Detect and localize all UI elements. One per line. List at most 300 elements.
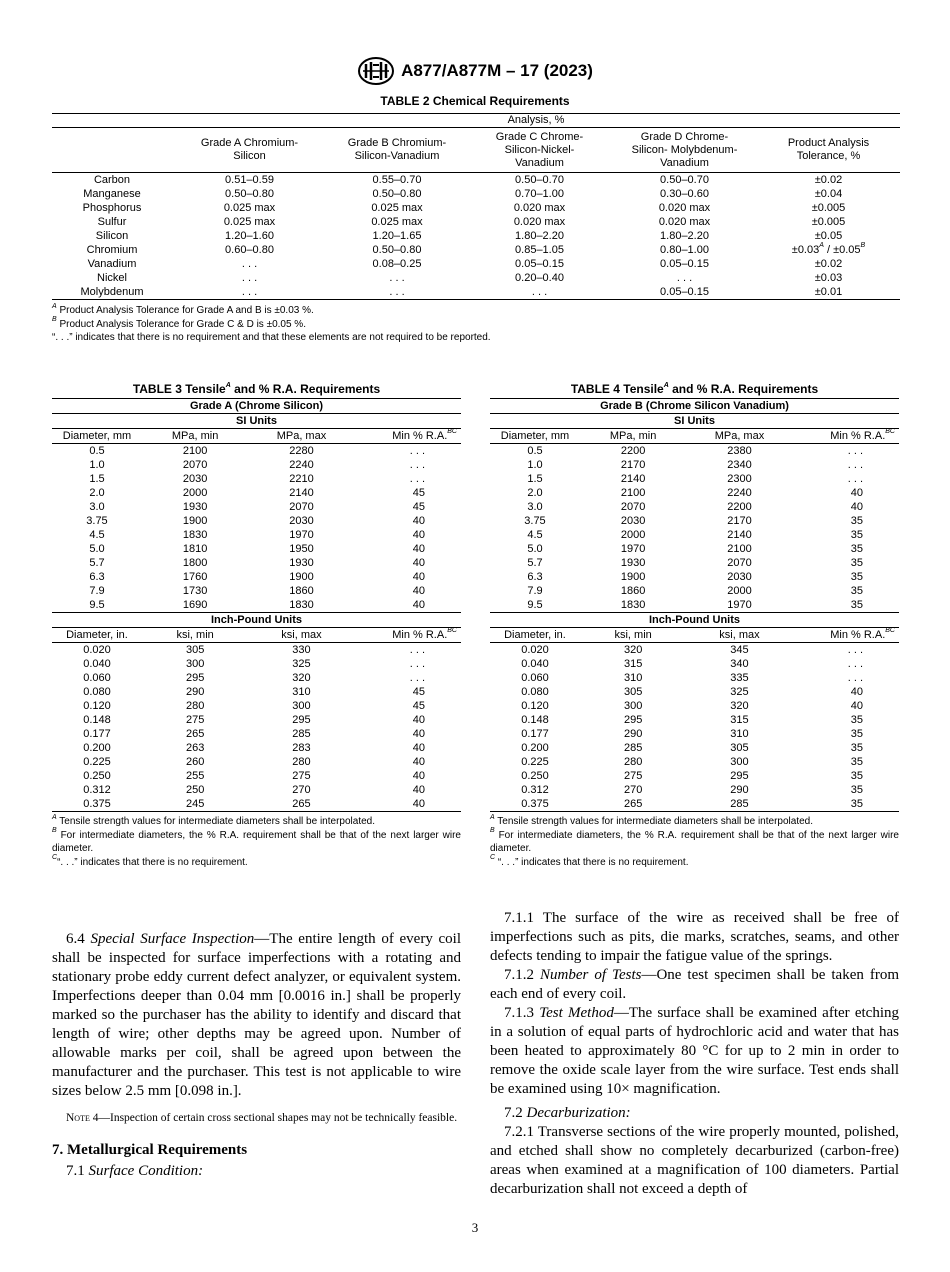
table4-si-row-cell: 2200 bbox=[620, 445, 646, 457]
table3-ip-row-cell: 295 bbox=[292, 714, 311, 726]
table4-footnotes bbox=[490, 815, 899, 869]
table3-ip-row-cell: 320 bbox=[292, 672, 311, 684]
table3-ip-row-cell: 40 bbox=[412, 714, 425, 726]
table3-si-row-cell: 6.3 bbox=[89, 571, 105, 583]
table4-ip-row-cell: 40 bbox=[850, 700, 863, 712]
table3-si-row bbox=[52, 584, 461, 598]
table2-row bbox=[52, 201, 900, 215]
table4-si-row-cell: 2070 bbox=[620, 501, 646, 513]
table4-si-row bbox=[490, 570, 899, 584]
footnote-mark: A bbox=[819, 242, 824, 250]
table3-ip-row-cell: 300 bbox=[185, 658, 205, 670]
table2-cell: 1.20–1.60 bbox=[225, 230, 274, 242]
table3-si-row-cell: 2030 bbox=[182, 473, 208, 485]
table4-si-header-cell: Diameter, mm bbox=[500, 430, 570, 442]
table3-ip-row-cell: . . . bbox=[409, 658, 425, 670]
table3-ip-row bbox=[52, 671, 461, 685]
table2-title: TABLE 2 Chemical Requirements bbox=[380, 94, 570, 108]
table2-cell: . . . bbox=[241, 272, 258, 284]
table3-ip-row-cell: 0.200 bbox=[83, 742, 111, 754]
table3-si-row-cell: 1830 bbox=[182, 529, 208, 541]
table4-ip-row bbox=[490, 783, 899, 797]
table3-si-row-cell: 2000 bbox=[182, 487, 208, 499]
table3-ip-row-cell: 265 bbox=[248, 797, 354, 812]
table3-ip-row-cell: 0.080 bbox=[83, 686, 111, 698]
table4-ip-row-cell: 0.225 bbox=[521, 756, 549, 768]
document-header bbox=[0, 56, 950, 86]
table3-si-row-cell: 1900 bbox=[182, 515, 208, 527]
table4-ip-row-cell: . . . bbox=[847, 672, 863, 684]
table3-ip-row-cell: 0.020 bbox=[83, 644, 111, 656]
table3-ip-header-cell: ksi, min bbox=[176, 629, 214, 641]
table4-footnote: $^B$ For intermediate diameters, the % R.A. requirement shall be that of the next larger wire diameter. bbox=[490, 827, 899, 854]
table3-ip-row-cell: 275 bbox=[292, 770, 311, 782]
table4-ip-row bbox=[490, 699, 899, 713]
table2-row bbox=[52, 271, 900, 285]
table3-si-row-cell: 1800 bbox=[182, 557, 208, 569]
table3-si-row-cell: 4.5 bbox=[89, 529, 105, 541]
table4-si-row bbox=[490, 486, 899, 500]
table4-si-row-cell: 2170 bbox=[727, 515, 752, 527]
footnote-mark: B bbox=[860, 242, 866, 250]
table4-si-row-cell: 6.3 bbox=[527, 571, 543, 583]
table3-si-row-cell: 1900 bbox=[289, 571, 314, 583]
table3-si-row-cell: 1970 bbox=[289, 529, 314, 541]
table4-si-row-cell: 1970 bbox=[727, 599, 752, 611]
table2-cell: 0.85–1.05 bbox=[515, 244, 564, 256]
table3-si-row-cell: 2140 bbox=[289, 487, 314, 499]
table4-si-row-cell: 40 bbox=[850, 501, 863, 513]
table4-ip-header-cell: Diameter, in. bbox=[504, 629, 566, 641]
table4-si-row bbox=[490, 514, 899, 528]
table2-cell: 0.51–0.59 bbox=[225, 174, 274, 186]
table4-ip-row-cell: 320 bbox=[730, 700, 749, 712]
table4-si-row-cell: 4.5 bbox=[527, 529, 543, 541]
table4-si-row bbox=[490, 472, 899, 486]
table3-ip-row-cell: 40 bbox=[412, 728, 425, 740]
table2-cell: 0.025 max bbox=[371, 216, 423, 228]
table4-ip-row-cell: 335 bbox=[730, 672, 749, 684]
table3-si-row-cell: 1730 bbox=[182, 585, 208, 597]
table4-ip-row-cell: . . . bbox=[847, 644, 863, 656]
table4-si-row-cell: 40 bbox=[850, 487, 863, 499]
footnote-mark: A bbox=[52, 813, 57, 821]
table3-si-row-cell: 45 bbox=[412, 487, 425, 499]
table3-ip-row-cell: 245 bbox=[142, 797, 248, 812]
table4-ip-row bbox=[490, 643, 899, 658]
table3-si-row-cell: 0.5 bbox=[89, 445, 105, 457]
table3-ip-row-cell: 263 bbox=[185, 742, 205, 754]
table4-si-row-cell: 35 bbox=[850, 557, 863, 569]
table4-ip-row-cell: 35 bbox=[850, 784, 863, 796]
table3-si-row-cell: 2.0 bbox=[89, 487, 105, 499]
footnote-mark: B bbox=[490, 827, 495, 835]
table4-ip-row-cell: 345 bbox=[730, 644, 749, 656]
table3-si-row-cell: . . . bbox=[409, 445, 425, 457]
table3-ip-row-cell: 45 bbox=[412, 700, 425, 712]
table3-si-row-cell: 40 bbox=[412, 585, 425, 597]
footnote-mark: C bbox=[52, 854, 58, 862]
table3-ip-row bbox=[52, 797, 461, 812]
table2-cell: 0.08–0.25 bbox=[372, 258, 422, 270]
table3-si-row-cell: 2070 bbox=[182, 459, 208, 471]
table2-row bbox=[52, 173, 900, 188]
table4-si-row-cell: 2140 bbox=[620, 473, 646, 485]
table3-ip-row bbox=[52, 643, 461, 658]
paragraph-7-2: 7.2 Decarburization: bbox=[504, 1105, 631, 1121]
table3-ip-row-cell: 40 bbox=[412, 756, 425, 768]
table2-cell: 0.05–0.15 bbox=[515, 258, 564, 270]
table2-cell: . . . bbox=[531, 286, 548, 298]
table4-ip-row-cell: 0.250 bbox=[521, 770, 549, 782]
table3-si-band-label: SI Units bbox=[236, 415, 277, 427]
table4-si-row bbox=[490, 542, 899, 556]
table4-ip-row-cell: 35 bbox=[850, 728, 863, 740]
table4-ip-row-cell: 0.020 bbox=[521, 644, 549, 656]
table4-ip-row-cell: 35 bbox=[793, 797, 899, 812]
table3-si-row-cell: . . . bbox=[409, 473, 425, 485]
table4-si-row-cell: 1.0 bbox=[527, 459, 543, 471]
table2-cell: 0.025 max bbox=[223, 202, 276, 214]
table3-si-row bbox=[52, 458, 461, 472]
footnote-mark: A bbox=[52, 302, 57, 310]
table3-ip-row bbox=[52, 755, 461, 769]
table4-ip-row-cell: 290 bbox=[623, 728, 643, 740]
table3-si-row bbox=[52, 500, 461, 514]
table3-si-row bbox=[52, 570, 461, 584]
table4-ip-row bbox=[490, 671, 899, 685]
table4-si-header-cell: MPa, min bbox=[609, 430, 657, 442]
table3-si-row-cell: . . . bbox=[409, 459, 425, 471]
table3-ip-row-cell: 40 bbox=[412, 742, 425, 754]
table2-row bbox=[52, 229, 900, 243]
element-name: Manganese bbox=[83, 188, 141, 200]
table4-ip-band-label: Inch-Pound Units bbox=[648, 614, 741, 626]
table2-footnote: $^B$ Product Analysis Tolerance for Grade C & D is ±0.05 %. bbox=[52, 316, 306, 330]
table4-si-row-cell: 35 bbox=[850, 571, 863, 583]
table3-ip-row bbox=[52, 657, 461, 671]
table3-si-row-cell: 1930 bbox=[182, 501, 208, 513]
table4-si-row-cell: . . . bbox=[847, 445, 863, 457]
table4-ip-row-cell: 0.040 bbox=[521, 658, 549, 670]
paragraph-7-1-1: 7.1.1 The surface of the wire as received shall be free of imperfections such as pits, die marks, scratches, seams, and other defects tending to impair the fatigue value of the springs. bbox=[490, 910, 899, 964]
table4-si-row-cell: 2100 bbox=[620, 487, 646, 499]
table4-ip-row-cell: 290 bbox=[730, 784, 749, 796]
table3-ip-row-cell: 270 bbox=[292, 784, 311, 796]
table2-column-header: Grade C Chrome- Silicon-Nickel- Vanadium bbox=[495, 130, 584, 169]
table4-title: TABLE 4 Tensile$^A$ and % R.A. Requirements bbox=[570, 382, 819, 396]
table3-si-row-cell: 40 bbox=[412, 599, 425, 611]
table3-ip-row-cell: 310 bbox=[292, 686, 311, 698]
table3-ip-row-cell: 330 bbox=[292, 644, 311, 656]
table4-ip-row-cell: 0.177 bbox=[521, 728, 549, 740]
table2-cell: ±0.04 bbox=[814, 188, 843, 200]
table3-si-row bbox=[52, 528, 461, 542]
table4-ip-row bbox=[490, 769, 899, 783]
table4-ip-row-cell: 310 bbox=[730, 728, 749, 740]
table4-ip-row-cell: . . . bbox=[847, 658, 863, 670]
footnote-mark: BC bbox=[447, 627, 457, 635]
table3-ip-row bbox=[52, 713, 461, 727]
table3-ip-row-cell: 290 bbox=[185, 686, 205, 698]
table3-si-row-cell: 40 bbox=[412, 515, 425, 527]
table4-grade bbox=[490, 399, 899, 414]
table2-cell: 0.020 max bbox=[658, 202, 711, 214]
table3-ip-band-label: Inch-Pound Units bbox=[210, 614, 303, 626]
table3-ip-row-cell: 275 bbox=[185, 714, 205, 726]
table2-column-header: Grade D Chrome- Silicon- Molybdenum- Vanadium bbox=[631, 130, 738, 169]
table2-cell: 0.50–0.80 bbox=[225, 188, 274, 200]
table4-si-row-cell: 5.7 bbox=[527, 557, 543, 569]
table2-cell: . . . bbox=[241, 258, 258, 270]
table4-si-row-cell: 35 bbox=[850, 543, 863, 555]
table2-cell: 1.80–2.20 bbox=[660, 230, 709, 242]
section-7-heading: 7. Metallurgical Requirements bbox=[52, 1141, 248, 1158]
table4-si-row-cell: 1860 bbox=[620, 585, 646, 597]
table2-row bbox=[52, 243, 900, 257]
table3-footnote: $^A$ Tensile strength values for intermediate diameters shall be interpolated. bbox=[52, 813, 375, 827]
table4-si-row-cell: 35 bbox=[850, 529, 863, 541]
paragraph-7-1: 7.1 Surface Condition: bbox=[66, 1162, 204, 1179]
table4-ip-header-cell: ksi, min bbox=[614, 629, 652, 641]
table3-footnote: $^C$“. . .” indicates that there is no requirement. bbox=[52, 854, 248, 868]
table4-si-row-cell: 2300 bbox=[727, 473, 752, 485]
table2-cell: 1.80–2.20 bbox=[515, 230, 564, 242]
table2-cell: 0.020 max bbox=[513, 202, 566, 214]
table2 bbox=[52, 113, 900, 345]
element-name: Vanadium bbox=[87, 258, 137, 270]
table3-si-band bbox=[52, 414, 461, 429]
table2-column-header: Grade B Chromium- Silicon-Vanadium bbox=[347, 137, 447, 162]
table4-si-row-cell: . . . bbox=[847, 459, 863, 471]
table4-ip-row bbox=[490, 657, 899, 671]
table3-ip-row-cell: 40 bbox=[412, 770, 425, 782]
table3-ip-row-cell: 265 bbox=[185, 728, 205, 740]
element-name: Silicon bbox=[95, 230, 129, 242]
table3-si-row-cell: 40 bbox=[412, 571, 425, 583]
table2-cell: 1.20–1.65 bbox=[372, 230, 422, 242]
left-column bbox=[52, 930, 461, 1181]
table2-cell: ±0.02 bbox=[814, 258, 843, 270]
table3-ip-row-cell: 295 bbox=[185, 672, 205, 684]
element-name: Phosphorus bbox=[82, 202, 142, 214]
table4-si-row-cell: 2140 bbox=[727, 529, 752, 541]
table3-ip-row-cell: 305 bbox=[185, 644, 205, 656]
table3-si-header-cell: MPa, max bbox=[276, 430, 327, 442]
table2-column-header: Grade A Chromium- Silicon bbox=[200, 137, 299, 162]
table2-cell: 0.50–0.70 bbox=[515, 174, 564, 186]
table4-si-row-cell: 7.9 bbox=[527, 585, 543, 597]
table3-si-row-cell: 1860 bbox=[289, 585, 314, 597]
table3-si-row-cell: 2240 bbox=[289, 459, 314, 471]
table2-cell: 0.55–0.70 bbox=[372, 174, 422, 186]
table4-ip-row-cell: 315 bbox=[623, 658, 643, 670]
table4-ip-row-cell: 285 bbox=[623, 742, 643, 754]
table4-si-row-cell: . . . bbox=[847, 473, 863, 485]
table4-si-row-cell: 9.5 bbox=[527, 599, 543, 611]
table3-ip-header-cell: Diameter, in. bbox=[66, 629, 128, 641]
table4-si-header bbox=[490, 429, 899, 444]
table3-ip-row-cell: . . . bbox=[409, 644, 425, 656]
table3-si-row-cell: 3.75 bbox=[86, 515, 108, 527]
table3-si-row-cell: 2100 bbox=[182, 445, 208, 457]
table3-ip-row-cell: 250 bbox=[185, 784, 205, 796]
table4-ip-row-cell: 340 bbox=[730, 658, 749, 670]
table4-si-row-cell: 0.5 bbox=[527, 445, 543, 457]
table3-si-row-cell: 2210 bbox=[289, 473, 314, 485]
table3-si-header-cell: Min % R.A.$^{BC}$ bbox=[392, 428, 457, 442]
table3-ip-row-cell: 280 bbox=[292, 756, 311, 768]
element-name: Chromium bbox=[86, 244, 138, 256]
table3-ip-row-cell: 255 bbox=[185, 770, 205, 782]
table4-ip-row-cell: 320 bbox=[623, 644, 643, 656]
note-4: Note 4—Inspection of certain cross sectional shapes may not be technically feasible. bbox=[66, 1112, 458, 1124]
table4-si-row-cell: 2170 bbox=[620, 459, 646, 471]
table4-ip-row-cell: 35 bbox=[850, 742, 863, 754]
table4-si-row-cell: 3.0 bbox=[527, 501, 543, 513]
table4-si-row-cell: 2.0 bbox=[527, 487, 543, 499]
table4-ip-row-cell: 35 bbox=[850, 756, 863, 768]
table4-si-row-cell: 2030 bbox=[727, 571, 752, 583]
table2-cell: ±0.005 bbox=[811, 202, 846, 214]
table4-si-row-cell: 2000 bbox=[620, 529, 646, 541]
table4-ip-row bbox=[490, 685, 899, 699]
element-name: Carbon bbox=[93, 174, 131, 186]
table4-si-row-cell: 1930 bbox=[620, 557, 646, 569]
table3-si-row-cell: 3.0 bbox=[89, 501, 105, 513]
table2-cell: 0.60–0.80 bbox=[225, 244, 274, 256]
table3-ip-row bbox=[52, 699, 461, 713]
footnote-mark: C bbox=[490, 854, 496, 862]
table2-cell: ±0.01 bbox=[814, 286, 843, 298]
table2-cell: . . . bbox=[241, 286, 258, 298]
document-designation: A877/A877M – 17 (2023) bbox=[401, 61, 593, 80]
table3-si-row bbox=[52, 472, 461, 486]
table4-ip-row-cell: 295 bbox=[730, 770, 749, 782]
table3-ip-row-cell: 40 bbox=[355, 797, 461, 812]
paragraph-7-2-1: 7.2.1 Transverse sections of the wire properly mounted, polished, and etched shall show no completely decarburized (carbon-free) areas when examined at a magnification of 100 diameters. Partial decarburization shall not exceed a depth of bbox=[490, 1124, 899, 1197]
table3-ip-row-cell: 325 bbox=[292, 658, 311, 670]
right-column bbox=[490, 909, 899, 1199]
table2-cell: 0.025 max bbox=[223, 216, 276, 228]
table4-si-row-cell: 2380 bbox=[727, 445, 752, 457]
table3-ip-header-cell: ksi, max bbox=[281, 629, 322, 641]
table4-ip-row-cell: 35 bbox=[850, 770, 863, 782]
table3-si-row-cell: 45 bbox=[412, 501, 425, 513]
table2-cell: ±0.03 bbox=[814, 272, 843, 284]
table3-ip-row-cell: 0.250 bbox=[83, 770, 111, 782]
element-name: Sulfur bbox=[97, 216, 127, 228]
table4-ip-row-cell: 315 bbox=[730, 714, 749, 726]
table4-si-row-cell: 5.0 bbox=[527, 543, 543, 555]
table2-cell: 0.50–0.80 bbox=[372, 244, 422, 256]
table3-si-header bbox=[52, 429, 461, 444]
table4-ip-row bbox=[490, 755, 899, 769]
table2-footnote: “. . .” indicates that there is no requirement and that these elements are not required to be reported. bbox=[52, 332, 491, 343]
table4-ip-row-cell: 285 bbox=[686, 797, 792, 812]
table4-footnote: $^C$ “. . .” indicates that there is no requirement. bbox=[490, 854, 689, 868]
table4-ip-row-cell: 0.120 bbox=[521, 700, 549, 712]
table2-cell: ±0.02 bbox=[814, 174, 843, 186]
table2-row bbox=[52, 187, 900, 201]
table2-cell: 0.80–1.00 bbox=[660, 244, 709, 256]
footnote-mark: A bbox=[663, 382, 669, 389]
table4-si-row-cell: 35 bbox=[850, 599, 863, 611]
table2-cell: 0.05–0.15 bbox=[660, 286, 709, 298]
table3 bbox=[52, 382, 461, 869]
table4-si-row bbox=[490, 500, 899, 514]
table2-cell: ±0.05 bbox=[814, 230, 843, 242]
table4-ip-row-cell: 305 bbox=[623, 686, 643, 698]
table4-ip-header-cell: ksi, max bbox=[719, 629, 760, 641]
footnote-mark: B bbox=[52, 827, 57, 835]
table3-si-row-cell: 1760 bbox=[182, 571, 208, 583]
table3-title: TABLE 3 Tensile$^A$ and % R.A. Requirements bbox=[132, 382, 381, 396]
table4-si-row-cell: 1830 bbox=[620, 599, 646, 611]
table3-si-row-cell: 2070 bbox=[289, 501, 314, 513]
table4-si-header-cell: MPa, max bbox=[714, 430, 765, 442]
table3-ip-header bbox=[52, 628, 461, 643]
table4-ip-row-cell: 295 bbox=[623, 714, 643, 726]
table4-si-row-cell: 2200 bbox=[727, 501, 752, 513]
table2-cell: 0.020 max bbox=[513, 216, 566, 228]
table2-cell: 0.020 max bbox=[658, 216, 711, 228]
table4-si-row-cell: 1900 bbox=[620, 571, 646, 583]
table4-ip-row-cell: 280 bbox=[623, 756, 643, 768]
table4-ip-row-cell: 270 bbox=[623, 784, 643, 796]
table3-ip-row bbox=[52, 769, 461, 783]
table4-si-row bbox=[490, 556, 899, 570]
table3-ip-row bbox=[52, 741, 461, 755]
table2-cell: 0.20–0.40 bbox=[515, 272, 564, 284]
table4-si-row-cell: 3.75 bbox=[524, 515, 546, 527]
table2-cell: 0.50–0.70 bbox=[660, 174, 709, 186]
table3-si-row-cell: 1690 bbox=[182, 599, 208, 611]
table2-cell: . . . bbox=[389, 286, 405, 298]
table4-si-row bbox=[490, 444, 899, 459]
table4-si-row bbox=[490, 598, 899, 613]
table3-ip-row-cell: . . . bbox=[409, 672, 425, 684]
table3-si-row-cell: 5.7 bbox=[89, 557, 105, 569]
table4-ip-row bbox=[490, 741, 899, 755]
table4-si-band bbox=[490, 414, 899, 429]
table4-ip-row-cell: 265 bbox=[580, 797, 686, 812]
table3-ip-header-cell: Min % R.A.$^{BC}$ bbox=[392, 627, 457, 641]
footnote-mark: A bbox=[225, 382, 231, 389]
table4-grade-label: Grade B (Chrome Silicon Vanadium) bbox=[600, 400, 789, 412]
table2-cell: 0.05–0.15 bbox=[660, 258, 709, 270]
table3-si-row bbox=[52, 514, 461, 528]
table2-cell: $\pm 0.03^A / \pm 0.05^B$ bbox=[791, 242, 866, 256]
element-name: Nickel bbox=[97, 272, 127, 284]
table4 bbox=[490, 382, 899, 869]
table3-ip-row-cell: 260 bbox=[185, 756, 205, 768]
footnote-mark: BC bbox=[447, 428, 457, 436]
table3-si-row-cell: 40 bbox=[412, 543, 425, 555]
table3-ip-row bbox=[52, 685, 461, 699]
table3-si-row-cell: 2280 bbox=[289, 445, 314, 457]
element-name: Molybdenum bbox=[80, 286, 144, 298]
table4-ip-row bbox=[490, 727, 899, 741]
table3-footnotes bbox=[52, 815, 461, 869]
footnote-mark: A bbox=[490, 813, 495, 821]
table3-ip-band bbox=[52, 613, 461, 628]
table3-si-row-cell: 5.0 bbox=[89, 543, 105, 555]
table3-ip-row-cell: 300 bbox=[292, 700, 311, 712]
table3-si-row bbox=[52, 486, 461, 500]
table2-cell: 0.70–1.00 bbox=[515, 188, 564, 200]
table3-ip-row-cell: 0.312 bbox=[83, 784, 111, 796]
